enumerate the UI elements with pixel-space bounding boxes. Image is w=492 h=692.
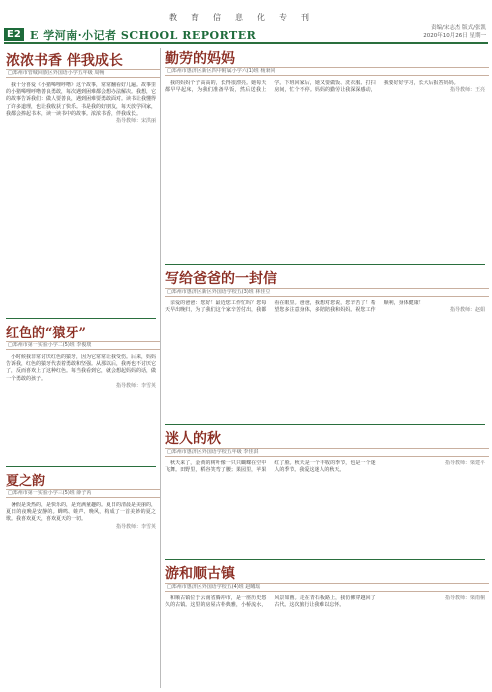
header-rule	[4, 42, 488, 44]
divider	[165, 559, 485, 560]
section-brand: E 学河南·小记者 SCHOOL REPORTER	[30, 29, 257, 42]
page-number: E2	[4, 28, 24, 41]
article-title: 迷人的秋	[165, 431, 221, 447]
article-byline: □郑州市惠济区外国语学校五年级 李佳淇	[165, 448, 489, 457]
article-text: 亲爱的爸爸：您好！最近您工作忙吗？您每天早出晚归，为了我们这个家辛苦付出，我都看在眼里。爸爸，我想对您说，您辛苦了！希望您多注意身体，多陪陪我和妈妈。祝您工作顺利，身体健康！	[165, 300, 424, 314]
article-teacher: 指导教师：赵娟	[449, 307, 485, 314]
article-body	[6, 502, 156, 682]
article-body	[165, 300, 485, 420]
issue-meta	[423, 24, 486, 40]
article-teacher: 指导教师：宋洪丽	[115, 118, 156, 125]
article-title: 夏之韵	[6, 474, 46, 489]
article-body	[6, 82, 156, 312]
article-byline: □郑州市第一实验小学二(5)班 李俊琰	[6, 341, 160, 350]
article-title: 红色的“猿牙”	[6, 326, 86, 341]
article-byline: □郑州市惠济区外国语学校五(4)班 赵曦瑶	[165, 583, 489, 592]
divider	[165, 264, 485, 265]
article-body	[165, 80, 485, 260]
article-teacher: 指导教师：梁雨桐	[444, 595, 485, 601]
issue-date: 2020年10月26日 星期一	[423, 33, 486, 39]
article-byline: □郑州市管城回族区外国语小学五年级 周畅	[6, 69, 160, 78]
article-text: 我的妈妈个子高高的，长得很漂亮。她每天都早早起床，为我们准备早饭，然后送我上学。下班回家后，她又要做饭、洗衣服、打扫房间，忙个不停。妈妈的勤劳让我深深感动，我要好好学习，长大后报答妈妈。	[165, 80, 459, 94]
article-text: 和顺古镇位于云南省腾冲市，是一座历史悠久的古镇。这里的房屋古朴典雅，小桥流水，风景如画。走在青石板路上，我仿佛穿越回了古代。这次旅行让我难以忘怀。	[165, 595, 376, 609]
article-text: 小时候我非常讨厌红色的猿牙，因为它常常让我受伤。后来，妈妈告诉我，红色的猿牙代表着勇敢和坚强。从那以后，我再也不讨厌它了，反而喜欢上了这种红色。每当我看到它，就会想起妈妈的话，做一个勇敢的孩子。	[6, 354, 156, 382]
article-teacher: 指导教师：王亮	[449, 87, 485, 94]
article-title: 写给爸爸的一封信	[165, 271, 277, 287]
article-text: 我十分喜爱《小猪唏哩呼噜》这个故事，常常翻看好几遍。故事里的小猪唏哩呼噜善良勇敢，每次遇到困难都会想办法解决。我想，它的故事告诉我们：做人要善良，遇到困难要勇敢面对。读书让我懂得了许多道理，也让我收获了快乐。书是我的好朋友，每天放学回家，我都会捧起书本，读一读书中的故事。浓浓书香，伴我成长。	[6, 82, 156, 117]
article-byline: □郑州市惠济区新区四中附属小学六(1)班 杨秉同	[165, 67, 489, 76]
article-teacher: 指导教师：李雪英	[115, 382, 156, 389]
article-title: 游和顺古镇	[165, 566, 235, 582]
article-text: 暑假是炎热的，是快乐的，是充满童趣的。夏日的清晨是美丽的，夏日的夜晚是安静的。蝉鸣、蛙声、晚风，构成了一首美妙的夏之歌。我喜欢夏天，喜欢夏天的一切。	[6, 502, 156, 523]
editor-credit: 责编/宋志杰 版式/张凯	[431, 25, 486, 31]
article-byline: □郑州市第一实验小学三(5)班 薛子芮	[6, 489, 160, 498]
article-body	[165, 460, 485, 555]
article-text: 秋天来了，金黄的树叶像一只只蝴蝶在空中飞舞。田野里，稻谷笑弯了腰；果园里，苹果红了脸。秋天是一个丰收的季节，也是一个迷人的季节。我爱这迷人的秋天。	[165, 460, 376, 474]
article-teacher: 指导教师：李雪英	[115, 523, 156, 530]
article-body	[6, 354, 156, 462]
section-eyebrow: 教育信息化专刊	[169, 13, 323, 22]
article-body	[165, 595, 485, 687]
article-byline: □郑州市惠济区新区外国语学校五(3)班 林佳豆	[165, 288, 489, 297]
newspaper-header	[0, 0, 492, 44]
divider	[6, 318, 156, 319]
divider	[165, 424, 485, 425]
article-title: 勤劳的妈妈	[165, 51, 235, 67]
divider	[6, 466, 156, 467]
article-teacher: 指导教师：梁建平	[444, 460, 485, 466]
article-title: 浓浓书香 伴我成长	[6, 53, 123, 69]
column-divider	[160, 48, 161, 688]
